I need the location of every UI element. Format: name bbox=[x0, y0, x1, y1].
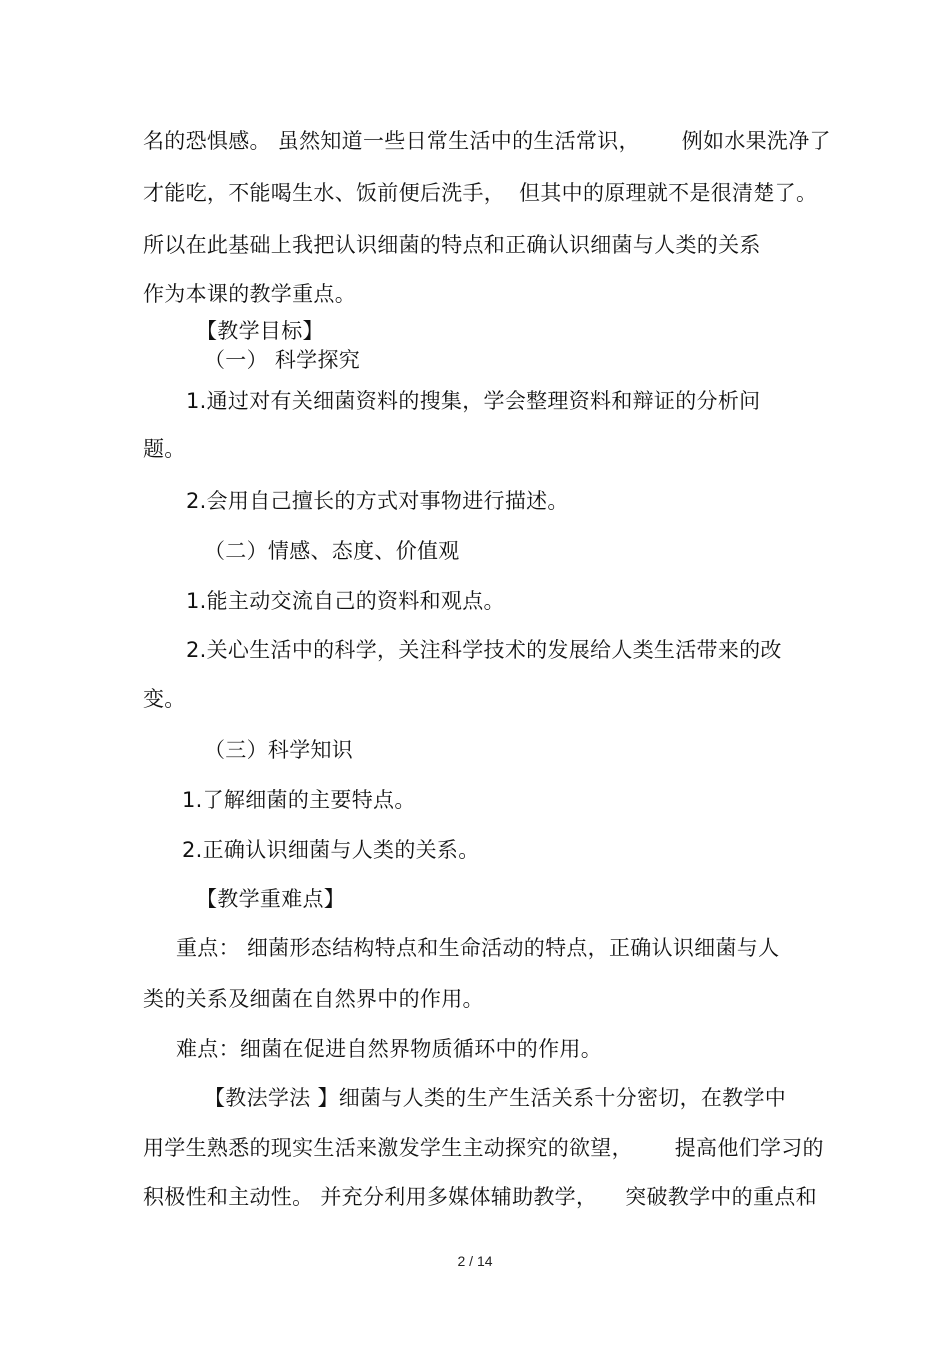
section-3-item-2: 2.正确认识细菌与人类的关系。 bbox=[182, 838, 480, 862]
section-2-item-2a: 2.关心生活中的科学，关注科学技术的发展给人类生活带来的改 bbox=[186, 638, 782, 662]
methods-line-3: 积极性和主动性。 并充分利用多媒体辅助教学， 突破教学中的重点和 bbox=[143, 1185, 817, 1209]
section-1-title: （一） 科学探究 bbox=[204, 348, 361, 372]
intro-line-2: 才能吃，不能喝生水、饭前便后洗手， 但其中的原理就不是很清楚了。 bbox=[143, 181, 818, 205]
section-2-item-1: 1.能主动交流自己的资料和观点。 bbox=[186, 589, 505, 613]
section-3-title: （三）科学知识 bbox=[204, 738, 354, 762]
focus-line-b: 类的关系及细菌在自然界中的作用。 bbox=[143, 987, 484, 1011]
section-1-item-1a: 1.通过对有关细菌资料的搜集，学会整理资料和辩证的分析问 bbox=[186, 389, 761, 413]
key-points-heading: 【教学重难点】 bbox=[196, 887, 346, 911]
teaching-goals-heading: 【教学目标】 bbox=[196, 319, 324, 343]
intro-line-4: 作为本课的教学重点。 bbox=[143, 282, 356, 306]
section-1-item-1b: 题。 bbox=[143, 437, 186, 461]
methods-line-2: 用学生熟悉的现实生活来激发学生主动探究的欲望， 提高他们学习的 bbox=[143, 1136, 824, 1160]
focus-line-a: 重点： 细菌形态结构特点和生命活动的特点，正确认识细菌与人 bbox=[176, 936, 780, 960]
section-1-item-2: 2.会用自己擅长的方式对事物进行描述。 bbox=[186, 489, 569, 513]
intro-line-1: 名的恐惧感。 虽然知道一些日常生活中的生活常识， 例如水果洗净了 bbox=[143, 129, 831, 153]
intro-line-3: 所以在此基础上我把认识细菌的特点和正确认识细菌与人类的关系 bbox=[143, 233, 761, 257]
page-number: 2 / 14 bbox=[457, 1253, 493, 1269]
section-2-item-2b: 变。 bbox=[143, 687, 186, 711]
difficulty-line: 难点：细菌在促进自然界物质循环中的作用。 bbox=[176, 1037, 602, 1061]
methods-line-1: 【教法学法 】细菌与人类的生产生活关系十分密切，在教学中 bbox=[204, 1086, 787, 1110]
section-3-item-1: 1.了解细菌的主要特点。 bbox=[182, 788, 416, 812]
section-2-title: （二）情感、态度、价值观 bbox=[204, 539, 460, 563]
